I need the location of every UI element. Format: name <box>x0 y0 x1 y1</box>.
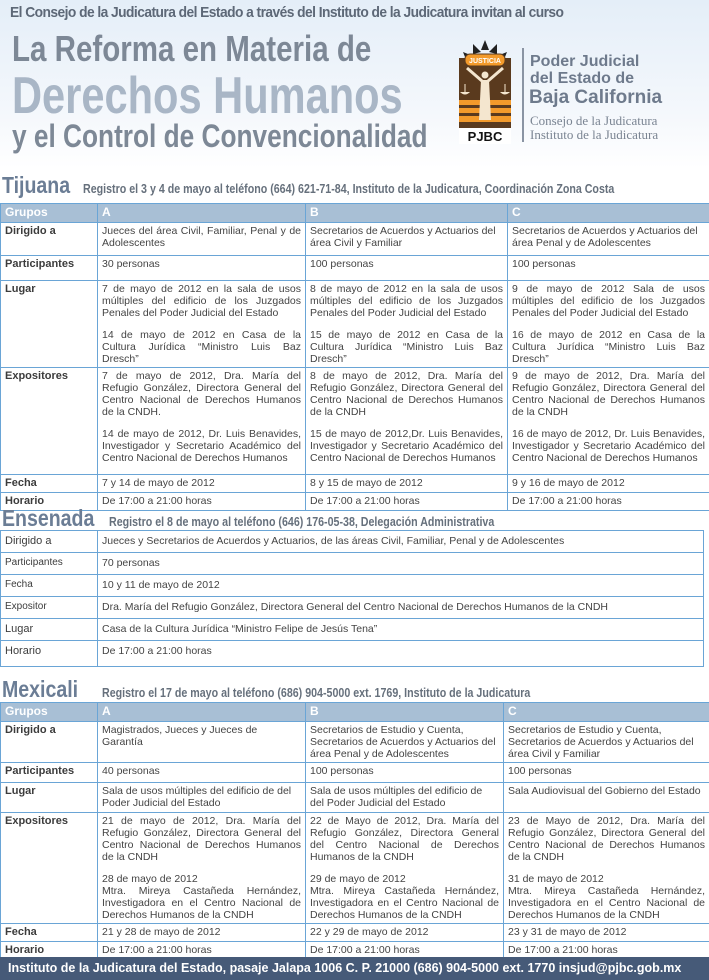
mexicali-heading <box>2 676 624 703</box>
cell: De 17:00 a 21:00 horas <box>98 942 306 960</box>
cell: 100 personas <box>508 256 709 281</box>
org-line1: Poder Judicial <box>530 53 640 70</box>
registration-info: Registro el 8 de mayo al teléfono (646) 176-05-38, Delegación Administrativa <box>109 514 495 529</box>
cell: 40 personas <box>98 763 306 783</box>
table-header-row <box>1 204 709 223</box>
tijuana-table <box>0 203 709 511</box>
org-line5: Instituto de la Judicatura <box>530 127 659 142</box>
header-cell: B <box>306 204 508 223</box>
course-title-line3: y el Control de Convencionalidad <box>12 118 428 154</box>
org-line2: del Estado de <box>530 70 635 87</box>
row-label: Lugar <box>1 281 98 368</box>
registration-info: Registro el 17 de mayo al teléfono (686) 904-5000 ext. 1769, Instituto de la Judicatura <box>101 685 531 700</box>
header-cell: C <box>508 204 709 223</box>
row-label: Lugar <box>1 619 98 641</box>
org-line4: Consejo de la Judicatura <box>530 113 658 128</box>
cell: De 17:00 a 21:00 horas <box>504 942 709 960</box>
cell: Jueces del área Civil, Familiar, Penal y de Adolescentes <box>98 223 306 256</box>
cell: De 17:00 a 21:00 horas <box>306 942 504 960</box>
table-header-row <box>1 703 709 722</box>
table-row <box>1 722 709 763</box>
header-cell: Grupos <box>1 703 98 722</box>
table-row <box>1 256 709 281</box>
cell: Dra. María del Refugio González, Directora General del Centro Nacional de Derechos Humanos de la CNDH <box>98 597 704 619</box>
cell: Secretarios de Estudio y Cuenta, Secretarios de Acuerdos y Actuarios del área Penal y de Adolescentes <box>306 722 504 763</box>
city-name: Ensenada <box>2 505 95 531</box>
cell: 8 de mayo de 2012 en la sala de usos múltiples del edificio de los Juzgados Penales del Poder Judicial del Estado 15 de mayo de 2012 en Casa de la Cultura Jurídica “Ministro Luis Baz Dresch” <box>306 281 508 368</box>
cell: 23 y 31 de mayo de 2012 <box>504 924 709 942</box>
header-cell: Grupos <box>1 204 98 223</box>
course-title-line1: La Reforma en Materia de <box>12 28 372 69</box>
page-header <box>0 0 709 168</box>
table-row <box>1 813 709 924</box>
row-label: Horario <box>1 641 98 667</box>
table-row <box>1 368 709 475</box>
table-row <box>1 619 704 641</box>
table-row <box>1 783 709 813</box>
cell: Sala Audiovisual del Gobierno del Estado <box>504 783 709 813</box>
cell: 100 personas <box>306 256 508 281</box>
city-name: Mexicali <box>2 676 79 702</box>
row-label: Fecha <box>1 924 98 942</box>
mexicali-table <box>0 702 709 960</box>
table-row <box>1 575 704 597</box>
row-label: Dirigido a <box>1 722 98 763</box>
header-cell: C <box>504 703 709 722</box>
cell: Casa de la Cultura Jurídica “Ministro Felipe de Jesús Tena” <box>98 619 704 641</box>
cell: 22 de Mayo de 2012, Dra. María del Refugio González, Directora General del Centro Nacional de Derechos Humanos de la CNDH 29 de mayo de 2012 Mtra. Mireya Castañeda Hernández, Investigadora en el Centro Nacional de Derechos Humanos de la CNDH <box>306 813 504 924</box>
ensenada-table <box>0 530 704 667</box>
row-label: Fecha <box>1 575 98 597</box>
cell: 7 de mayo de 2012 en la sala de usos múltiples del edificio de los Juzgados Penales del Poder Judicial del Estado 14 de mayo de 2012 en Casa de la Cultura Jurídica “Ministro Luis Baz Dresch” <box>98 281 306 368</box>
cell: 7 y 14 de mayo de 2012 <box>98 475 306 493</box>
cell: 100 personas <box>504 763 709 783</box>
logo-divider <box>522 48 524 142</box>
cell: 8 de mayo de 2012, Dra. María del Refugio González, Directora General del Centro Nacional de Derechos Humanos de la CNDH 15 de mayo de 2012,Dr. Luis Benavides, Investigador y Secretario Académico del Centro Nacional de Derechos Humanos <box>306 368 508 475</box>
row-label: Participantes <box>1 256 98 281</box>
table-row <box>1 531 704 553</box>
invitation-text: El Consejo de la Judicatura del Estado a través del Instituto de la Judicatura invitan al curso <box>10 4 564 21</box>
table-row <box>1 223 709 256</box>
row-label: Fecha <box>1 475 98 493</box>
logo-initials: PJBC <box>467 129 503 144</box>
cell: 9 de mayo de 2012 Sala de usos múltiples del edificio de los Juzgados Penales del Poder Judicial del Estado 16 de mayo de 2012 en Casa de la Cultura Jurídica “Ministro Luis Baz Dresch” <box>508 281 709 368</box>
cell: 8 y 15 de mayo de 2012 <box>306 475 508 493</box>
cell: 30 personas <box>98 256 306 281</box>
tijuana-heading <box>2 172 709 199</box>
cell: 22 y 29 de mayo de 2012 <box>306 924 504 942</box>
header-cell: A <box>98 703 306 722</box>
cell: Secretarios de Acuerdos y Actuarios del área Civil y Familiar <box>306 223 508 256</box>
row-label: Horario <box>1 493 98 511</box>
ensenada-heading <box>2 505 579 532</box>
row-label: Dirigido a <box>1 531 98 553</box>
header-cell: A <box>98 204 306 223</box>
table-row <box>1 763 709 783</box>
table-row <box>1 475 709 493</box>
pjbc-logo <box>455 40 515 144</box>
course-title-line2: Derechos Humanos <box>12 67 403 125</box>
row-label: Dirigido a <box>1 223 98 256</box>
cell: 21 de mayo de 2012, Dra. María del Refugio González, Directora General del Centro Nacional de Derechos Humanos de la CNDH 28 de mayo de 2012 Mtra. Mireya Castañeda Hernández, Investigadora en el Centro Nacional de Derechos Humanos de la CNDH <box>98 813 306 924</box>
cell: 100 personas <box>306 763 504 783</box>
row-label: Lugar <box>1 783 98 813</box>
cell: De 17:00 a 21:00 horas <box>306 493 508 511</box>
org-subtitle <box>530 114 658 142</box>
cell: Secretarios de Estudio y Cuenta, Secretarios de Acuerdos y Actuarios del área Civil y Familiar <box>504 722 709 763</box>
table-row <box>1 924 709 942</box>
row-label: Expositor <box>1 597 98 619</box>
table-row <box>1 597 704 619</box>
cell: Magistrados, Jueces y Jueces de Garantía <box>98 722 306 763</box>
cell: 7 de mayo de 2012, Dra. María del Refugio González, Directora General del Centro Nacional de Derechos Humanos de la CNDH. 14 de mayo de 2012, Dr. Luis Benavides, Investigador y Secretario Académico del Centro Nacional de Derechos Humanos <box>98 368 306 475</box>
table-row <box>1 641 704 667</box>
cell: De 17:00 a 21:00 horas <box>508 493 709 511</box>
cell: De 17:00 a 21:00 horas <box>98 641 704 667</box>
row-label: Horario <box>1 942 98 960</box>
row-label: Expositores <box>1 368 98 475</box>
city-name: Tijuana <box>2 172 71 198</box>
footer-contact: Instituto de la Judicatura del Estado, pasaje Jalapa 1006 C. P. 21000 (686) 904-5000 ext. 1770 insjud@pjbc.gob.mx <box>0 957 709 980</box>
cell: Sala de usos múltiples del edificio de del Poder Judicial del Estado <box>98 783 306 813</box>
cell: 21 y 28 de mayo de 2012 <box>98 924 306 942</box>
row-label: Participantes <box>1 763 98 783</box>
cell: De 17:00 a 21:00 horas <box>98 493 306 511</box>
cell: 23 de Mayo de 2012, Dra. María del Refugio González, Directora General del Centro Nacional de Derechos Humanos de la CNDH 31 de mayo de 2012 Mtra. Mireya Castañeda Hernández, Investigadora en el Centro Nacional de Derechos Humanos de la CNDH <box>504 813 709 924</box>
logo-badge-text: JUSTICIA <box>469 58 501 65</box>
cell: 9 y 16 de mayo de 2012 <box>508 475 709 493</box>
header-cell: B <box>306 703 504 722</box>
registration-info: Registro el 3 y 4 de mayo al teléfono (664) 621-71-84, Instituto de la Judicatura, Coordinación Zona Costa <box>82 181 614 196</box>
cell: 70 personas <box>98 553 704 575</box>
cell: Sala de usos múltiples del edificio de del Poder Judicial del Estado <box>306 783 504 813</box>
cell: 9 de mayo de 2012, Dra. María del Refugio González, Directora General del Centro Nacional de Derechos Humanos de la CNDH 16 de mayo de 2012, Dr. Luis Benavides, Investigador y Secretario Académico del Centro Nacional de Derechos Humanos <box>508 368 709 475</box>
row-label: Participantes <box>1 553 98 575</box>
table-row <box>1 281 709 368</box>
org-line3: Baja California <box>529 87 663 108</box>
row-label: Expositores <box>1 813 98 924</box>
table-row <box>1 553 704 575</box>
cell: Jueces y Secretarios de Acuerdos y Actuarios, de las áreas Civil, Familiar, Penal y de Adolescentes <box>98 531 704 553</box>
org-name <box>530 53 639 87</box>
cell: 10 y 11 de mayo de 2012 <box>98 575 704 597</box>
cell: Secretarios de Acuerdos y Actuarios del área Penal y de Adolescentes <box>508 223 709 256</box>
